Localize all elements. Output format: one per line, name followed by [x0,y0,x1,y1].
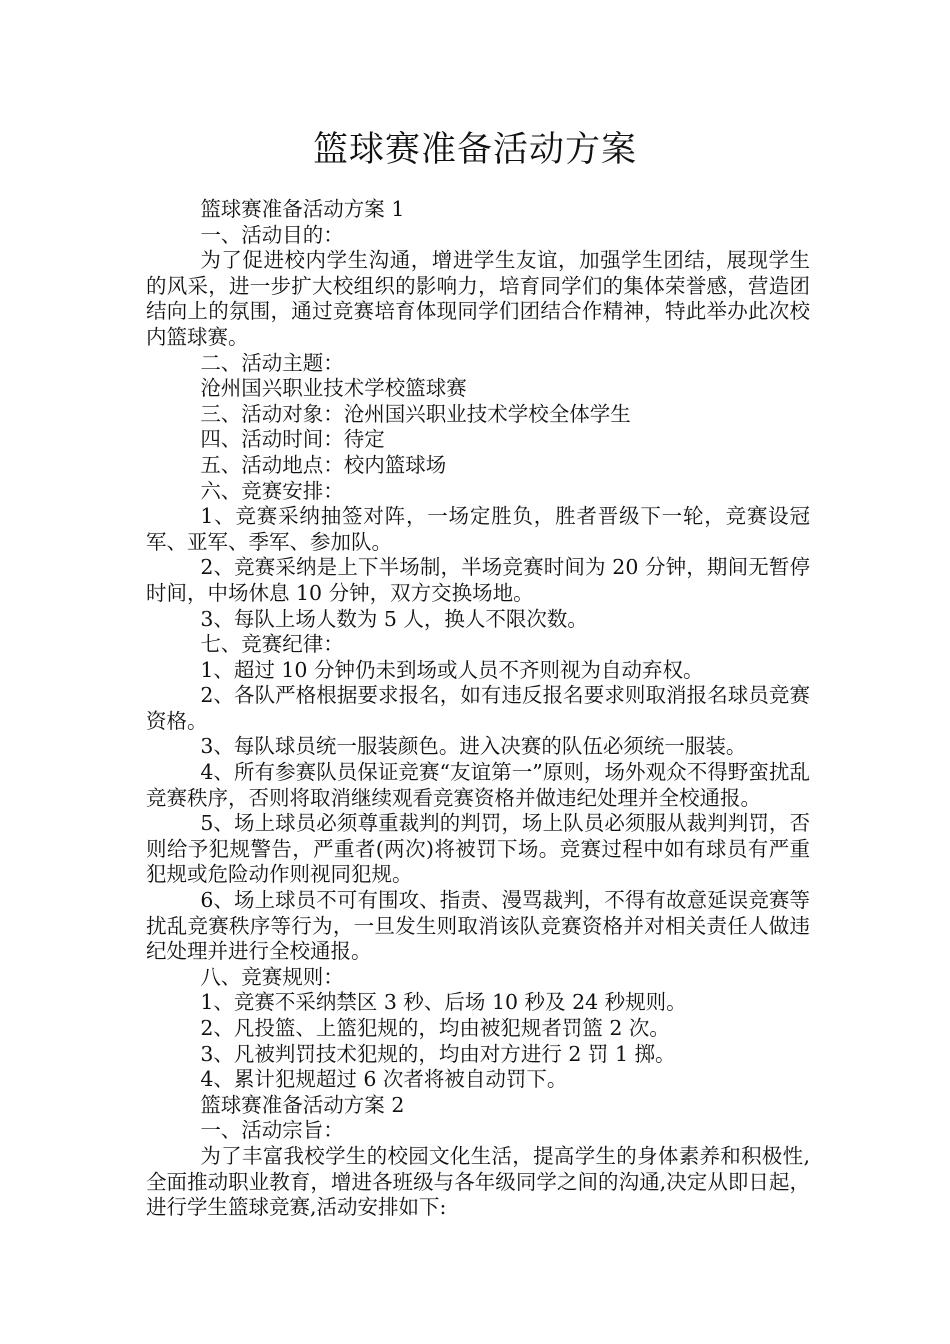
paragraph: 3、每队上场人数为 5 人，换人不限次数。 [200,606,588,631]
paragraph: 为了丰富我校学生的校园文化生活，提高学生的身体素养和积极性,全面推动职业教育，增进各班级与各年级同学之间的沟通,决定从即日起，进行学生篮球竞赛,活动安排如下: [146,1143,810,1220]
paragraph: 一、活动目的： [200,222,344,247]
paragraph: 六、竞赛安排： [200,478,344,503]
paragraph: 5、场上球员必须尊重裁判的判罚，场上队员必须服从裁判判罚，否则给予犯规警告，严重者(两次)将被罚下场。竞赛过程中如有球员有严重犯规或危险动作则视同犯规。 [146,811,810,887]
paragraph: 为了促进校内学生沟通，增进学生友谊，加强学生团结，展现学生的风采，进一步扩大校组织的影响力，培育同学们的集体荣誉感，营造团结向上的氛围，通过竞赛培育体现同学们团结合作精神，特此举办此次校内篮球赛。 [146,248,810,349]
document-body [146,197,810,1221]
paragraph: 一、活动宗旨： [200,1118,344,1143]
paragraph: 五、活动地点：校内篮球场 [200,452,447,477]
paragraph: 八、竞赛规则： [200,964,344,989]
paragraph: 6、场上球员不可有围攻、指责、漫骂裁判，不得有故意延误竞赛等扰乱竞赛秩序等行为，一旦发生则取消该队竞赛资格并对相关责任人做违纪处理并进行全校通报。 [146,888,810,964]
paragraph: 三、活动对象：沧州国兴职业技术学校全体学生 [200,401,631,426]
paragraph: 1、竞赛不采纳禁区 3 秒、后场 10 秒及 24 秒规则。 [200,990,687,1015]
paragraph: 七、竞赛纪律： [200,632,344,657]
paragraph: 篮球赛准备活动方案 1 [200,197,405,221]
paragraph: 2、凡投篮、上篮犯规的，均由被犯规者罚篮 2 次。 [200,1016,670,1040]
paragraph: 1、超过 10 分钟仍未到场或人员不齐则视为自动弃权。 [200,657,704,682]
paragraph: 3、每队球员统一服装颜色。进入决赛的队伍必须统一服装。 [200,734,747,759]
paragraph: 四、活动时间：待定 [200,427,385,452]
document-title: 篮球赛准备活动方案 [312,130,637,170]
paragraph: 4、所有参赛队员保证竞赛“友谊第一”原则，场外观众不得野蛮扰乱竞赛秩序，否则将取消继续观看竞赛资格并做违纪处理并全校通报。 [146,760,810,810]
paragraph: 沧州国兴职业技术学校篮球赛 [200,376,467,401]
paragraph: 1、竞赛采纳抽签对阵，一场定胜负，胜者晋级下一轮，竞赛设冠军、亚军、季军、参加队。 [146,504,810,554]
paragraph: 二、活动主题： [200,350,344,375]
paragraph: 2、各队严格根据要求报名，如有违反报名要求则取消报名球员竞赛资格。 [146,683,810,733]
paragraph: 2、竞赛采纳是上下半场制，半场竞赛时间为 20 分钟，期间无暂停时间，中场休息 10 分钟，双方交换场地。 [146,555,810,605]
paragraph: 4、累计犯规超过 6 次者将被自动罚下。 [200,1067,568,1092]
paragraph: 3、凡被判罚技术犯规的，均由对方进行 2 罚 1 掷。 [200,1041,676,1066]
paragraph: 篮球赛准备活动方案 2 [200,1092,405,1117]
